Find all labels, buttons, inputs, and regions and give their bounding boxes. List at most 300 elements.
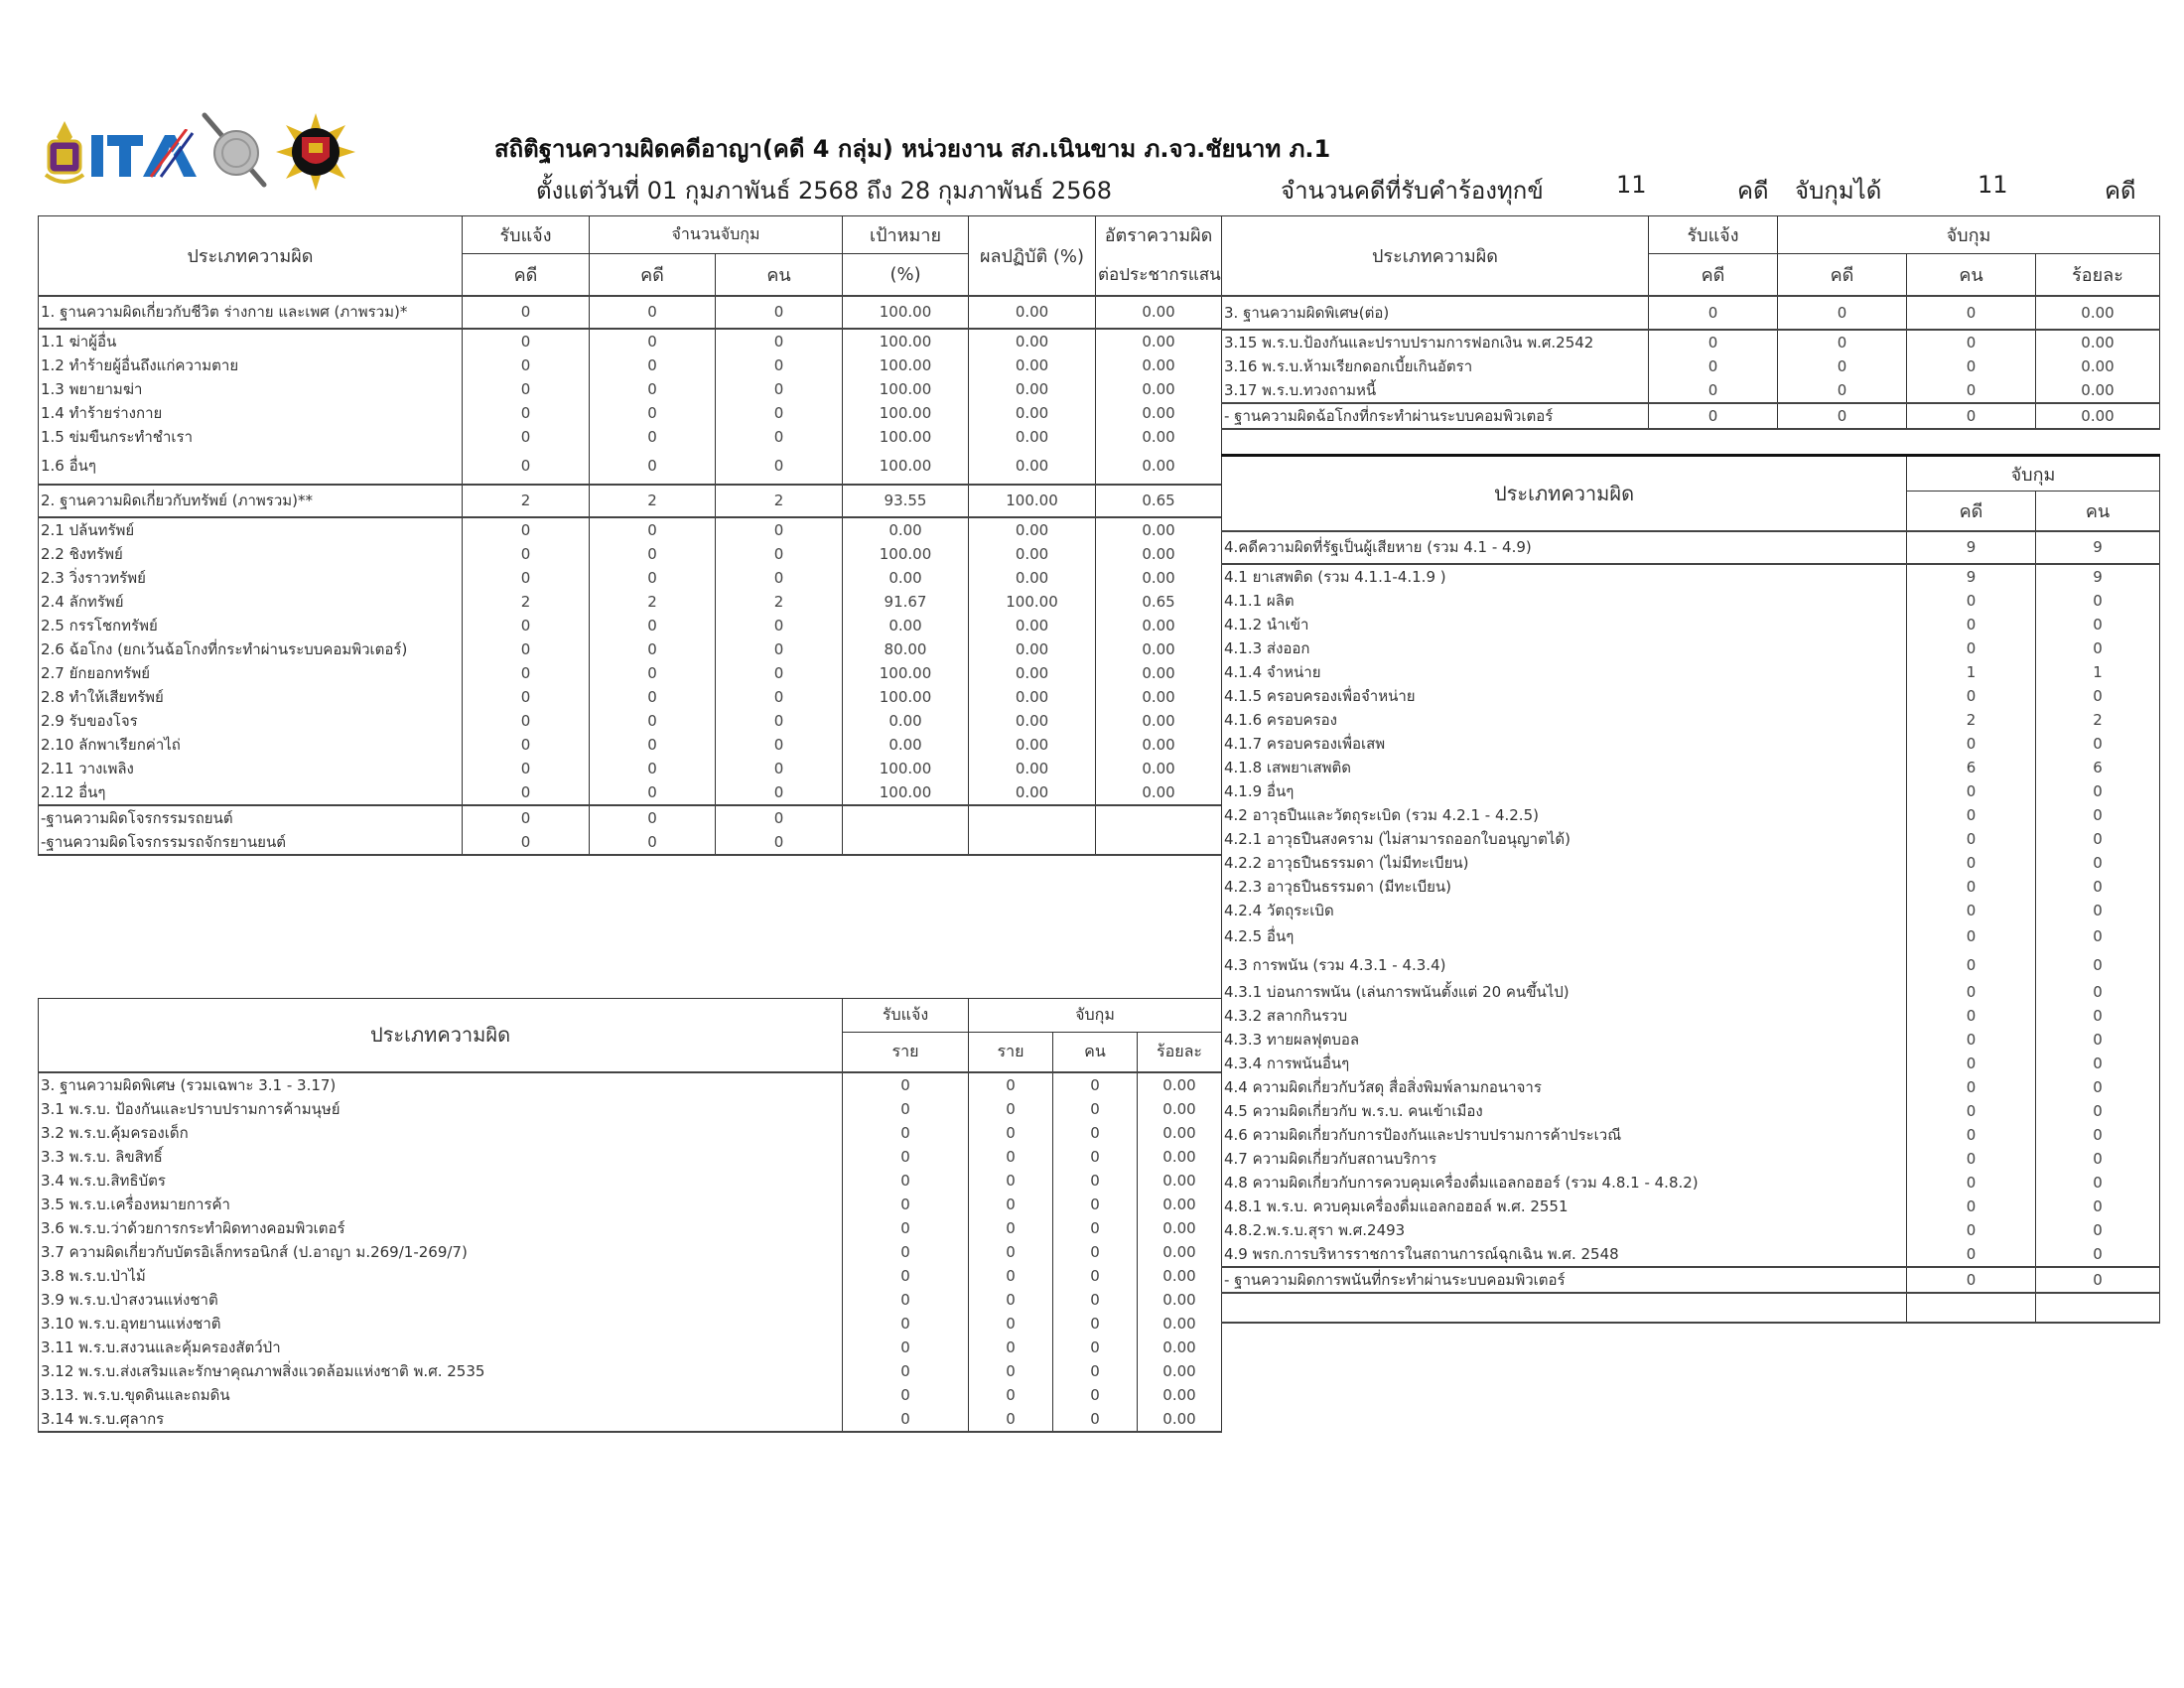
value-reported: 0 (843, 1169, 969, 1193)
value-cases: 0 (1907, 1052, 2036, 1075)
police-star-badge-icon (276, 113, 355, 191)
table-row (39, 757, 1222, 780)
value-persons: 9 (2036, 564, 2160, 589)
value-persons: 0 (2036, 1147, 2160, 1171)
value-result: 0.00 (969, 661, 1096, 685)
value-result: 0.00 (969, 709, 1096, 733)
value-rate: 0.00 (1096, 517, 1222, 542)
value-persons: 0 (1053, 1336, 1138, 1359)
table-row (39, 485, 1222, 517)
offense-label: 2. ฐานความผิดเกี่ยวกับทรัพย์ (ภาพรวม)** (39, 485, 463, 517)
value-pct: 0.00 (2036, 330, 2160, 354)
value-cases (1907, 1293, 2036, 1323)
table-row (39, 1097, 1222, 1121)
value-persons: 0 (1907, 296, 2036, 330)
table-row (1222, 1242, 2160, 1267)
value-cases: 0 (1907, 1028, 2036, 1052)
offense-label: 1.4 ทำร้ายร่างกาย (39, 401, 463, 425)
header-reported: รับแจ้ง (463, 216, 590, 254)
value-pct: 0.00 (1138, 1121, 1222, 1145)
value-reported: 0 (843, 1072, 969, 1097)
value-target: 0.00 (843, 614, 969, 637)
table-row (1222, 1052, 2160, 1075)
value-cases: 0 (1778, 403, 1907, 429)
table-row (39, 566, 1222, 590)
header-result: ผลปฏิบัติ (%) (969, 216, 1096, 296)
offense-label: 2.1 ปล้นทรัพย์ (39, 517, 463, 542)
offense-label: 3.1 พ.ร.บ. ป้องกันและปราบปรามการค้ามนุษย์ (39, 1097, 843, 1121)
value-persons: 0 (716, 425, 843, 449)
value-cases: 0 (590, 637, 716, 661)
value-reported: 0 (843, 1383, 969, 1407)
value-reported: 0 (1649, 403, 1778, 429)
value-persons: 0 (2036, 1052, 2160, 1075)
value-persons: 0 (1053, 1407, 1138, 1432)
report-title: สถิติฐานความผิดคดีอาญา(คดี 4 กลุ่ม) หน่วยงาน สภ.เนินขาม ภ.จว.ชัยนาท ภ.1 (494, 135, 1331, 163)
value-persons: 9 (2036, 531, 2160, 564)
value-reported: 0 (463, 542, 590, 566)
value-cases: 0 (590, 614, 716, 637)
value-pct: 0.00 (1138, 1169, 1222, 1193)
value-persons: 0 (716, 733, 843, 757)
value-persons: 0 (716, 542, 843, 566)
offense-label: 4.9 พรก.การบริหารราชการในสถานการณ์ฉุกเฉิน พ.ศ. 2548 (1222, 1242, 1907, 1267)
value-cases: 0 (590, 449, 716, 485)
offense-label: 3.2 พ.ร.บ.คุ้มครองเด็ก (39, 1121, 843, 1145)
header-arrest-person: คน (716, 254, 843, 296)
offense-label: 2.5 กรรโชกทรัพย์ (39, 614, 463, 637)
value-reported: 0 (843, 1336, 969, 1359)
value-result: 0.00 (969, 401, 1096, 425)
value-cases: 0 (1907, 899, 2036, 922)
value-pct: 0.00 (1138, 1383, 1222, 1407)
value-cases: 0 (590, 709, 716, 733)
value-persons: 0 (1053, 1145, 1138, 1169)
value-cases: 0 (590, 661, 716, 685)
value-cases: 0 (969, 1383, 1053, 1407)
logo-strip (40, 111, 357, 191)
value-pct: 0.00 (2036, 296, 2160, 330)
offense-label: 2.4 ลักทรัพย์ (39, 590, 463, 614)
header-arrested-pct: ร้อยละ (1138, 1033, 1222, 1072)
offense-label: 4.3.2 สลากกินรวบ (1222, 1004, 1907, 1028)
table-row (1222, 1004, 2160, 1028)
offense-label: - ฐานความผิดฉ้อโกงที่กระทำผ่านระบบคอมพิวเตอร์ (1222, 403, 1649, 429)
offense-label: 2.10 ลักพาเรียกค่าไถ่ (39, 733, 463, 757)
value-target: 93.55 (843, 485, 969, 517)
table-row (39, 449, 1222, 485)
value-cases: 0 (1907, 1195, 2036, 1218)
offense-label: 4.2.1 อาวุธปืนสงคราม (ไม่สามารถออกใบอนุญาตได้) (1222, 827, 1907, 851)
value-pct: 0.00 (1138, 1359, 1222, 1383)
value-persons: 0 (716, 709, 843, 733)
value-cases: 2 (590, 590, 716, 614)
table-row (1222, 1099, 2160, 1123)
value-cases: 0 (590, 685, 716, 709)
value-rate: 0.00 (1096, 296, 1222, 329)
value-pct: 0.00 (2036, 378, 2160, 403)
table-row (1222, 1075, 2160, 1099)
table-row (39, 661, 1222, 685)
value-reported: 0 (843, 1097, 969, 1121)
value-pct: 0.00 (1138, 1312, 1222, 1336)
value-reported: 0 (463, 733, 590, 757)
table-row (39, 780, 1222, 805)
table-row (39, 1312, 1222, 1336)
value-cases: 2 (590, 485, 716, 517)
table-row (1222, 827, 2160, 851)
value-rate: 0.65 (1096, 485, 1222, 517)
value-reported: 0 (463, 830, 590, 855)
offense-label: 4.5 ความผิดเกี่ยวกับ พ.ร.บ. คนเข้าเมือง (1222, 1099, 1907, 1123)
table-row (39, 1072, 1222, 1097)
value-result: 0.00 (969, 449, 1096, 485)
table-row (39, 685, 1222, 709)
value-persons: 0 (2036, 1195, 2160, 1218)
value-result: 0.00 (969, 566, 1096, 590)
value-cases: 0 (1907, 684, 2036, 708)
value-reported: 0 (843, 1312, 969, 1336)
offense-label: 1.5 ข่มขืนกระทำชำเรา (39, 425, 463, 449)
value-reported: 0 (463, 685, 590, 709)
value-reported: 0 (463, 329, 590, 353)
table-row (1222, 875, 2160, 899)
value-target: 91.67 (843, 590, 969, 614)
value-persons: 0 (2036, 950, 2160, 980)
value-cases: 0 (590, 353, 716, 377)
offense-label: 3.15 พ.ร.บ.ป้องกันและปราบปรามการฟอกเงิน พ.ศ.2542 (1222, 330, 1649, 354)
table-row (39, 1193, 1222, 1216)
value-rate: 0.00 (1096, 542, 1222, 566)
value-cases: 0 (969, 1288, 1053, 1312)
table-row (1222, 1123, 2160, 1147)
value-cases: 0 (969, 1169, 1053, 1193)
offense-label: 2.8 ทำให้เสียทรัพย์ (39, 685, 463, 709)
value-cases: 0 (969, 1407, 1053, 1432)
value-pct: 0.00 (1138, 1288, 1222, 1312)
value-persons: 0 (716, 661, 843, 685)
value-persons: 0 (716, 296, 843, 329)
header-reported-case: คดี (1649, 254, 1778, 296)
complaints-unit: คดี (1737, 177, 1769, 205)
header-reported: รับแจ้ง (843, 999, 969, 1033)
value-pct: 0.00 (1138, 1264, 1222, 1288)
value-cases: 0 (1778, 330, 1907, 354)
value-result: 0.00 (969, 757, 1096, 780)
offense-label: 3.9 พ.ร.บ.ป่าสงวนแห่งชาติ (39, 1288, 843, 1312)
offense-label: 3.17 พ.ร.บ.ทวงถามหนี้ (1222, 378, 1649, 403)
table-row (1222, 779, 2160, 803)
offense-label: 2.7 ยักยอกทรัพย์ (39, 661, 463, 685)
value-cases: 0 (1778, 354, 1907, 378)
offense-label: 4.3.3 ทายผลฟุตบอล (1222, 1028, 1907, 1052)
value-cases: 0 (590, 329, 716, 353)
header-arrested: จับกุม (1907, 456, 2160, 492)
offense-label: 3.13. พ.ร.บ.ขุดดินและถมดิน (39, 1383, 843, 1407)
header-arrested-pct: ร้อยละ (2036, 254, 2160, 296)
table-row (39, 517, 1222, 542)
value-cases: 0 (590, 757, 716, 780)
value-reported: 0 (843, 1193, 969, 1216)
offense-label: 3.12 พ.ร.บ.ส่งเสริมและรักษาคุณภาพสิ่งแวดล้อมแห่งชาติ พ.ศ. 2535 (39, 1359, 843, 1383)
value-persons: 0 (716, 757, 843, 780)
value-rate: 0.00 (1096, 425, 1222, 449)
value-cases: 1 (1907, 660, 2036, 684)
value-cases: 0 (1907, 613, 2036, 636)
value-persons: 0 (716, 401, 843, 425)
table-row (1222, 1147, 2160, 1171)
table-row (39, 1145, 1222, 1169)
value-persons: 0 (1053, 1193, 1138, 1216)
value-result: 0.00 (969, 353, 1096, 377)
offense-label: 2.3 วิ่งราวทรัพย์ (39, 566, 463, 590)
table-row (39, 637, 1222, 661)
value-cases: 0 (1778, 296, 1907, 330)
offense-label: 4.1.1 ผลิต (1222, 589, 1907, 613)
table-row (1222, 613, 2160, 636)
value-cases: 0 (1907, 1171, 2036, 1195)
value-cases: 0 (1907, 732, 2036, 756)
value-persons: 0 (716, 566, 843, 590)
value-cases: 0 (1907, 636, 2036, 660)
value-cases: 0 (969, 1359, 1053, 1383)
value-cases: 0 (1907, 1004, 2036, 1028)
table-row (39, 1359, 1222, 1383)
offense-label: -ฐานความผิดโจรกรรมรถจักรยานยนต์ (39, 830, 463, 855)
value-reported: 0 (463, 425, 590, 449)
value-target: 100.00 (843, 377, 969, 401)
offense-label: 4.2.4 วัตถุระเบิด (1222, 899, 1907, 922)
value-persons: 0 (716, 830, 843, 855)
value-target: 100.00 (843, 685, 969, 709)
value-persons: 0 (1053, 1169, 1138, 1193)
offense-label: 1.3 พยายามฆ่า (39, 377, 463, 401)
value-persons: 0 (1053, 1312, 1138, 1336)
value-rate (1096, 830, 1222, 855)
value-target (843, 830, 969, 855)
value-cases: 0 (969, 1312, 1053, 1336)
crime-stats-table-group-1-2 (38, 215, 1222, 856)
value-result: 0.00 (969, 733, 1096, 757)
value-persons: 0 (1053, 1240, 1138, 1264)
value-reported: 0 (1649, 354, 1778, 378)
table-row (39, 1264, 1222, 1288)
value-persons: 0 (1907, 330, 2036, 354)
header-arrested: จับกุม (1778, 216, 2160, 254)
value-cases: 0 (590, 542, 716, 566)
table-row (39, 1121, 1222, 1145)
offense-label: 4.1.5 ครอบครองเพื่อจำหน่าย (1222, 684, 1907, 708)
value-cases: 0 (590, 517, 716, 542)
value-target: 100.00 (843, 329, 969, 353)
offense-label: 3.10 พ.ร.บ.อุทยานแห่งชาติ (39, 1312, 843, 1336)
table-row (39, 614, 1222, 637)
police-crest-icon (40, 119, 89, 189)
value-reported: 0 (463, 377, 590, 401)
table-row (1222, 531, 2160, 564)
table-row (39, 709, 1222, 733)
value-rate: 0.00 (1096, 733, 1222, 757)
table-row (1222, 732, 2160, 756)
value-persons: 0 (716, 329, 843, 353)
offense-label: 3. ฐานความผิดพิเศษ (รวมเฉพาะ 3.1 - 3.17) (39, 1072, 843, 1097)
value-cases: 0 (590, 780, 716, 805)
table-row (39, 425, 1222, 449)
value-cases: 0 (1907, 1099, 2036, 1123)
table-row (1222, 660, 2160, 684)
crime-stats-table-group-3-cont (1221, 215, 2160, 430)
value-persons: 0 (2036, 899, 2160, 922)
value-cases: 0 (969, 1216, 1053, 1240)
offense-label: 3. ฐานความผิดพิเศษ(ต่อ) (1222, 296, 1649, 330)
value-persons: 0 (2036, 803, 2160, 827)
value-persons: 0 (2036, 1218, 2160, 1242)
value-persons: 0 (2036, 1242, 2160, 1267)
table-row (39, 377, 1222, 401)
crime-stats-table-group-3 (38, 998, 1222, 1433)
value-reported: 0 (843, 1145, 969, 1169)
value-persons: 0 (1053, 1359, 1138, 1383)
value-target: 100.00 (843, 425, 969, 449)
offense-label: 4.1.9 อื่นๆ (1222, 779, 1907, 803)
offense-label: 3.6 พ.ร.บ.ว่าด้วยการกระทำผิดทางคอมพิวเตอร์ (39, 1216, 843, 1240)
value-persons: 0 (1053, 1216, 1138, 1240)
value-reported: 0 (843, 1216, 969, 1240)
header-reported: รับแจ้ง (1649, 216, 1778, 254)
value-rate: 0.00 (1096, 353, 1222, 377)
header-arrest-case: คดี (590, 254, 716, 296)
value-reported: 0 (463, 757, 590, 780)
value-target: 100.00 (843, 661, 969, 685)
value-persons: 0 (716, 805, 843, 830)
value-cases: 0 (969, 1072, 1053, 1097)
value-cases: 0 (590, 377, 716, 401)
value-persons: 0 (2036, 1004, 2160, 1028)
offense-label: 4.8.1 พ.ร.บ. ควบคุมเครื่องดื่มแอลกอฮอล์ พ.ศ. 2551 (1222, 1195, 1907, 1218)
offense-label: 4.8 ความผิดเกี่ยวกับการควบคุมเครื่องดื่มแอลกอฮอร์ (รวม 4.8.1 - 4.8.2) (1222, 1171, 1907, 1195)
offense-label (1222, 1293, 1907, 1323)
value-rate (1096, 805, 1222, 830)
value-persons: 0 (2036, 732, 2160, 756)
value-result: 0.00 (969, 614, 1096, 637)
value-cases: 0 (1907, 922, 2036, 950)
value-cases: 0 (1778, 378, 1907, 403)
table-row (39, 1407, 1222, 1432)
value-result: 0.00 (969, 685, 1096, 709)
table-row (1222, 403, 2160, 429)
value-target: 0.00 (843, 709, 969, 733)
table-row (1222, 1267, 2160, 1293)
value-pct: 0.00 (1138, 1336, 1222, 1359)
table-row (39, 401, 1222, 425)
offense-label: 4.2.5 อื่นๆ (1222, 922, 1907, 950)
value-pct: 0.00 (1138, 1193, 1222, 1216)
arrested-unit: คดี (2105, 177, 2136, 205)
value-persons: 0 (1053, 1072, 1138, 1097)
value-reported: 0 (463, 401, 590, 425)
arrested-value: 11 (1978, 171, 2008, 199)
value-persons: 0 (1907, 378, 2036, 403)
report-period: ตั้งแต่วันที่ 01 กุมภาพันธ์ 2568 ถึง 28 กุมภาพันธ์ 2568 (536, 177, 1112, 205)
header-target-pct: (%) (843, 254, 969, 296)
value-result: 100.00 (969, 485, 1096, 517)
offense-label: 4.3.1 บ่อนการพนัน (เล่นการพนันตั้งแต่ 20 คนขึ้นไป) (1222, 980, 1907, 1004)
value-persons: 0 (2036, 980, 2160, 1004)
value-rate: 0.00 (1096, 637, 1222, 661)
value-reported: 0 (1649, 296, 1778, 330)
offense-label: 3.14 พ.ร.บ.ศุลากร (39, 1407, 843, 1432)
value-persons: 0 (716, 517, 843, 542)
table-row (39, 1336, 1222, 1359)
offense-label: 1.1 ฆ่าผู้อื่น (39, 329, 463, 353)
header-target: เป้าหมาย (843, 216, 969, 254)
value-target: 100.00 (843, 780, 969, 805)
table-row (39, 830, 1222, 855)
value-persons: 2 (716, 485, 843, 517)
value-rate: 0.00 (1096, 566, 1222, 590)
value-reported: 0 (843, 1121, 969, 1145)
value-persons: 0 (2036, 922, 2160, 950)
value-cases: 0 (590, 805, 716, 830)
value-persons: 0 (1053, 1264, 1138, 1288)
offense-label: 2.12 อื่นๆ (39, 780, 463, 805)
offense-label: 3.4 พ.ร.บ.สิทธิบัตร (39, 1169, 843, 1193)
value-persons (2036, 1293, 2160, 1323)
value-cases: 2 (1907, 708, 2036, 732)
value-cases: 0 (969, 1240, 1053, 1264)
offense-label: 2.6 ฉ้อโกง (ยกเว้นฉ้อโกงที่กระทำผ่านระบบคอมพิวเตอร์) (39, 637, 463, 661)
value-reported: 2 (463, 590, 590, 614)
header-arrested-case: คดี (1778, 254, 1907, 296)
value-rate: 0.00 (1096, 685, 1222, 709)
value-persons: 0 (716, 780, 843, 805)
offense-label: 4.1 ยาเสพติด (รวม 4.1.1-4.1.9 ) (1222, 564, 1907, 589)
value-cases: 0 (969, 1193, 1053, 1216)
offense-label: 4.1.2 นำเข้า (1222, 613, 1907, 636)
offense-label: 4.3.4 การพนันอื่นๆ (1222, 1052, 1907, 1075)
value-reported: 0 (843, 1264, 969, 1288)
table-row (39, 590, 1222, 614)
value-pct: 0.00 (1138, 1240, 1222, 1264)
offense-label: 4.1.7 ครอบครองเพื่อเสพ (1222, 732, 1907, 756)
header-reported-count: ราย (843, 1033, 969, 1072)
table-row (1222, 950, 2160, 980)
value-result: 100.00 (969, 590, 1096, 614)
value-target: 0.00 (843, 566, 969, 590)
header-offense-type: ประเภทความผิด (1222, 216, 1649, 296)
value-cases: 0 (1907, 1147, 2036, 1171)
table-row (1222, 296, 2160, 330)
value-cases: 0 (590, 733, 716, 757)
table-row (1222, 354, 2160, 378)
table-row (1222, 1195, 2160, 1218)
value-persons: 0 (1053, 1383, 1138, 1407)
value-cases: 0 (969, 1121, 1053, 1145)
value-rate: 0.65 (1096, 590, 1222, 614)
value-persons: 0 (2036, 636, 2160, 660)
table-row (1222, 899, 2160, 922)
value-pct: 0.00 (1138, 1407, 1222, 1432)
value-cases: 0 (1907, 950, 2036, 980)
table-row (1222, 851, 2160, 875)
header-reported-case: คดี (463, 254, 590, 296)
value-persons: 0 (2036, 1099, 2160, 1123)
offense-label: 4.คดีความผิดที่รัฐเป็นผู้เสียหาย (รวม 4.1 - 4.9) (1222, 531, 1907, 564)
value-pct: 0.00 (2036, 354, 2160, 378)
value-cases: 0 (969, 1336, 1053, 1359)
value-rate: 0.00 (1096, 661, 1222, 685)
value-persons: 1 (2036, 660, 2160, 684)
